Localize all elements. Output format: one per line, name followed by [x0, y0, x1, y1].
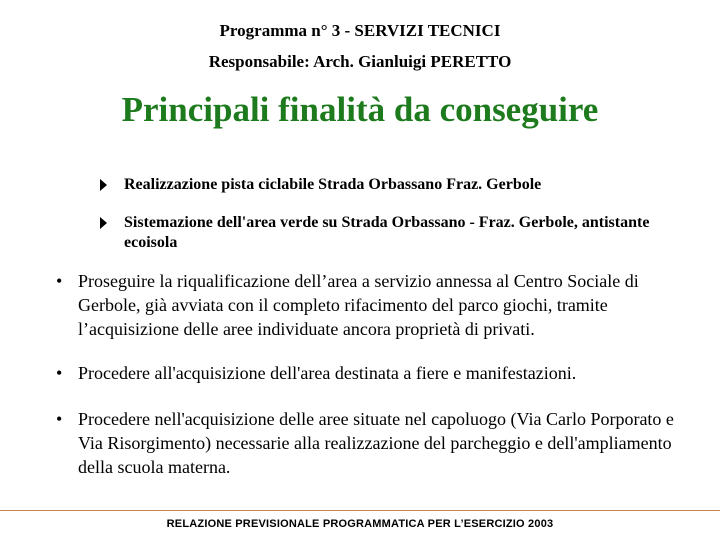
manager-line: Responsabile: Arch. Gianluigi PERETTO: [208, 52, 512, 71]
bullet-dot-icon: •: [56, 409, 63, 429]
bullet-text: Proseguire la riqualificazione dell’area a servizio annessa al Centro Sociale di Gerbole, già avviata con il completo rifacimento del parco giochi, tramite l’acquisizione delle aree individuate ancora proprietà di privati.: [78, 271, 639, 339]
bullet-dot-icon: •: [56, 271, 63, 291]
goal-item: [100, 175, 660, 195]
page-title: Principali finalità da conseguire: [121, 90, 599, 129]
bullet-dot-icon: •: [56, 363, 63, 383]
bullet-item: [56, 269, 696, 341]
footer-text: RELAZIONE PREVISIONALE PROGRAMMATICA PER L’ESERCIZIO 2003: [166, 518, 554, 530]
bullet-text: Procedere nell'acquisizione delle aree situate nel capoluogo (Via Carlo Porporato e Via Risorgimento) necessarie alla realizzazione del parcheggio e dell'ampliamento della scuola materna.: [78, 409, 674, 477]
bullet-item: [56, 361, 696, 385]
goal-text: Sistemazione dell'area verde su Strada Orbassano - Fraz. Gerbole, antistante ecoisola: [124, 214, 650, 251]
arrow-bullet-icon: [100, 179, 107, 191]
bullet-item: [56, 407, 696, 479]
program-title: Programma n° 3 - SERVIZI TECNICI: [219, 21, 501, 40]
bullet-text: Procedere all'acquisizione dell'area destinata a fiere e manifestazioni.: [78, 363, 577, 383]
footer-divider: [0, 510, 720, 511]
goal-text: Realizzazione pista ciclabile Strada Orbassano Fraz. Gerbole: [124, 176, 542, 193]
goal-item: [100, 213, 660, 253]
arrow-bullet-icon: [100, 217, 107, 229]
